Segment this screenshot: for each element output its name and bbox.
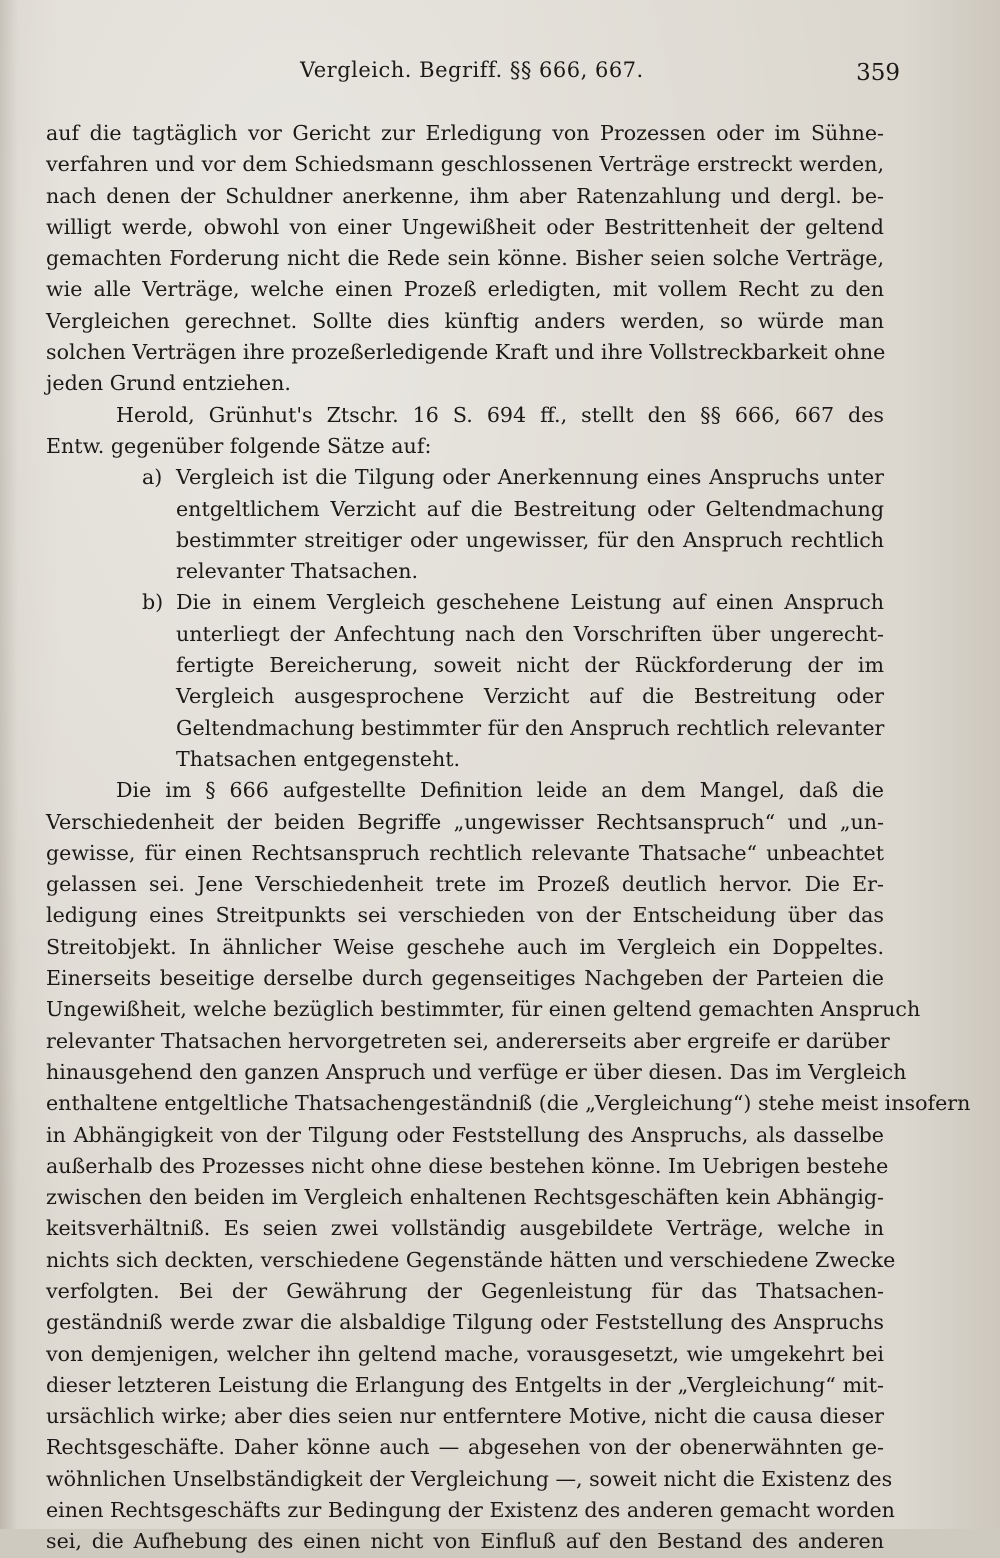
text-line: relevanter Thatsachen hervorgetreten sei, andererseits aber ergreife er darüber (46, 1028, 890, 1053)
text-line: hinausgehend den ganzen Anspruch und verfüge er über diesen. Das im Vergleich (46, 1059, 907, 1084)
text-line: relevanter Thatsachen. (176, 559, 419, 584)
text-line: Vergleich ausgesprochene Verzicht auf die Bestreitung oder (176, 684, 884, 709)
text-line: nichts sich deckten, verschiedene Gegenstände hätten und verschiedene Zwecke (46, 1247, 896, 1272)
text-line: Einerseits beseitige derselbe durch gegenseitiges Nachgeben der Parteien die (46, 966, 884, 991)
text-line: Rechtsgeschäfte. Daher könne auch — abgesehen von der obenerwähnten ge- (46, 1435, 884, 1460)
text-line: Herold, Grünhut's Ztschr. 16 S. 694 ff., stellt den §§ 666, 667 des (116, 402, 884, 427)
text-line: solchen Verträgen ihre prozeßerledigende Kraft und ihre Vollstreckbarkeit ohne (46, 340, 886, 365)
text-line: auf die tagtäglich vor Gericht zur Erledigung von Prozessen oder im Sühne- (46, 121, 884, 145)
list-item-a-first-line (46, 462, 884, 493)
text-line: nach denen der Schuldner anerkenne, ihm aber Ratenzahlung und dergl. be- (46, 183, 884, 208)
text-line: Die in einem Vergleich geschehene Leistung auf einen Anspruch (176, 590, 884, 615)
body-text (46, 118, 971, 1558)
text-line: außerhalb des Prozesses nicht ohne diese bestehen könne. Im Uebrigen bestehe (46, 1153, 889, 1178)
text-line: Thatsachen entgegensteht. (176, 746, 461, 771)
text-line: ledigung eines Streitpunkts sei verschieden von der Entscheidung über das (46, 903, 884, 928)
text-line: geständniß werde zwar die alsbaldige Tilgung oder Feststellung des Anspruchs (46, 1310, 884, 1335)
text-line: wie alle Verträge, welche einen Prozeß erledigten, mit vollem Recht zu den (46, 277, 884, 302)
text-line: in Abhängigkeit von der Tilgung oder Feststellung des Anspruchs, als dasselbe (46, 1122, 884, 1147)
text-line: Entw. gegenüber folgende Sätze auf: (46, 433, 432, 458)
text-line: verfolgten. Bei der Gewährung der Gegenleistung für das Thatsachen- (46, 1278, 884, 1303)
text-line: gewisse, für einen Rechtsanspruch rechtlich relevante Thatsache“ unbeachtet (46, 840, 884, 865)
text-line: gemachten Forderung nicht die Rede sein könne. Bisher seien solche Verträge, (46, 246, 884, 271)
text-line: Geltendmachung bestimmter für den Anspruch rechtlich relevanter (176, 715, 885, 740)
list-marker-a: a) (142, 465, 163, 490)
text-line: willigt werde, obwohl von einer Ungewißheit oder Bestrittenheit der geltend (46, 214, 884, 239)
text-line: von demjenigen, welcher ihn geltend mache, vorausgesetzt, wie umgekehrt bei (46, 1341, 884, 1366)
text-line: jeden Grund entziehen. (46, 371, 291, 396)
text-line: enthaltene entgeltliche Thatsachengeständniß (die „Vergleichung“) stehe meist insofern (46, 1091, 971, 1116)
text-line: verfahren und vor dem Schiedsmann geschlossenen Verträge erstreckt werden, (46, 152, 884, 177)
running-head: Vergleich. Begriff. §§ 666, 667. (300, 58, 644, 82)
text-line: ursächlich wirke; aber dies seien nur entferntere Motive, nicht die causa dieser (46, 1404, 884, 1429)
page-number: 359 (856, 60, 900, 86)
text-line: dieser letzteren Leistung die Erlangung des Entgelts in der „Vergleichung“ mit- (46, 1372, 884, 1397)
text-line: gelassen sei. Jene Verschiedenheit trete im Prozeß deutlich hervor. Die Er- (46, 872, 884, 897)
text-line: Ungewißheit, welche bezüglich bestimmter, für einen geltend gemachten Anspruch (46, 997, 921, 1022)
page-header (0, 58, 1000, 98)
list-marker-b: b) (142, 590, 164, 615)
text-line: einen Rechtsgeschäfts zur Bedingung der Existenz des anderen gemacht worden (46, 1498, 895, 1523)
text-line: bestimmter streitiger oder ungewisser, für den Anspruch rechtlich (176, 527, 884, 552)
text-line: zwischen den beiden im Vergleich enhaltenen Rechtsgeschäften kein Abhängig- (46, 1185, 884, 1210)
text-line: sei, die Aufhebung des einen nicht von Einfluß auf den Bestand des anderen (46, 1529, 884, 1554)
text-line: keitsverhältniß. Es seien zwei vollständig ausgebildete Verträge, welche in (46, 1216, 884, 1241)
text-line: Vergleich ist die Tilgung oder Anerkennung eines Anspruchs unter (176, 465, 884, 490)
text-line: Verschiedenheit der beiden Begriffe „ungewisser Rechtsanspruch“ und „un- (46, 809, 884, 834)
text-line: Vergleichen gerechnet. Sollte dies künftig anders werden, so würde man (46, 308, 884, 333)
text-line: unterliegt der Anfechtung nach den Vorschriften über ungerecht- (176, 621, 884, 646)
text-line: entgeltlichem Verzicht auf die Bestreitung oder Geltendmachung (176, 496, 884, 521)
text-line: Die im § 666 aufgestellte Definition leide an dem Mangel, daß die (116, 778, 884, 803)
list-item-b-first-line (46, 587, 884, 618)
text-line: wöhnlichen Unselbständigkeit der Vergleichung —, soweit nicht die Existenz des (46, 1466, 893, 1491)
text-line: fertigte Bereicherung, soweit nicht der Rückforderung der im (176, 653, 884, 678)
text-line: Streitobjekt. In ähnlicher Weise geschehe auch im Vergleich ein Doppeltes. (46, 934, 884, 959)
